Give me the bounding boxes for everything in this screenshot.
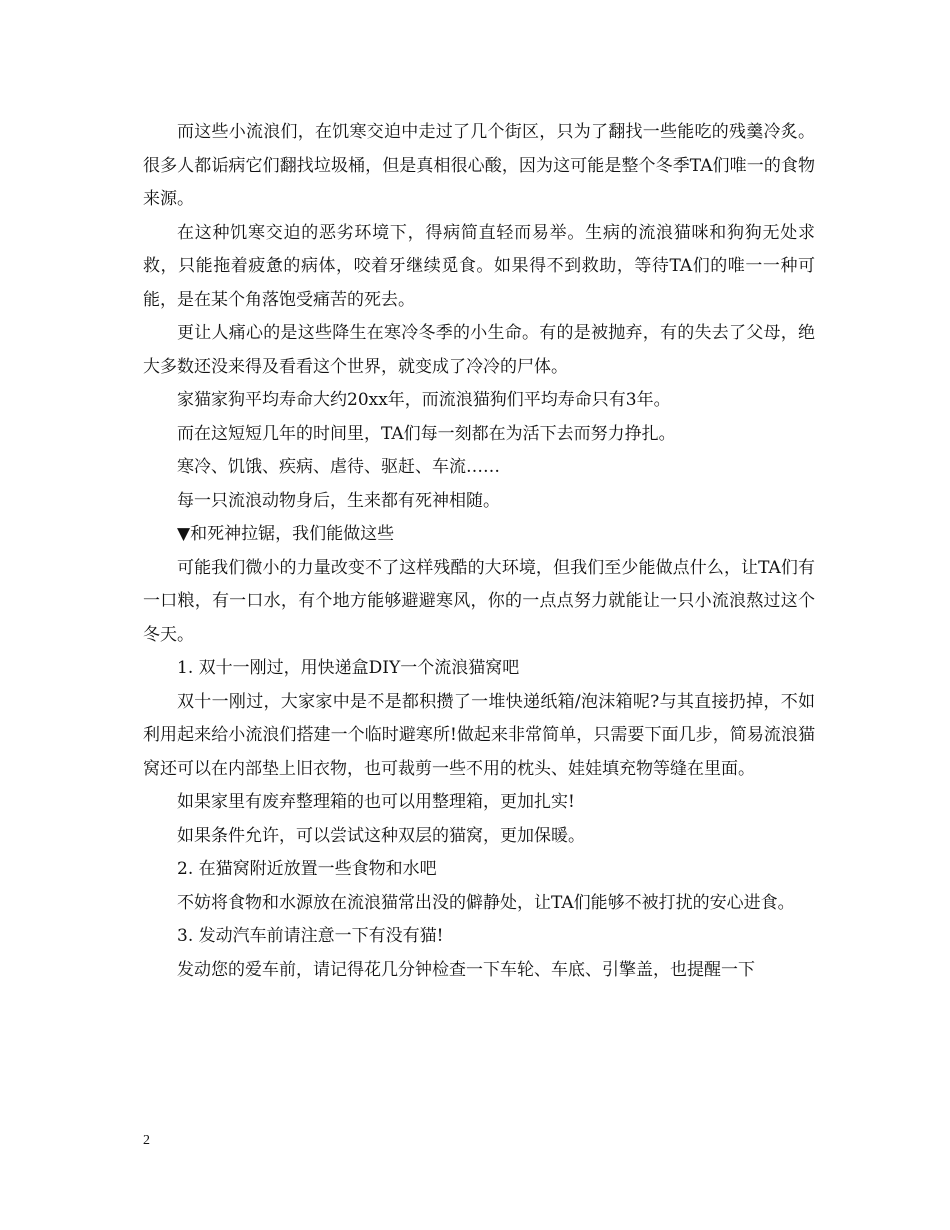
paragraph: 发动您的爱车前，请记得花几分钟检查一下车轮、车底、引擎盖，也提醒一下	[177, 959, 755, 980]
paragraph: 不妨将食物和水源放在流浪猫常出没的僻静处，让TA们能够不被打扰的安心进食。	[177, 892, 795, 913]
page-number: 2	[143, 1133, 150, 1148]
paragraph: 家猫家狗平均寿命大约20xx年，而流浪猫狗们平均寿命只有3年。	[177, 390, 671, 410]
paragraph: 如果家里有废弃整理箱的也可以用整理箱，更加扎实!	[177, 792, 575, 812]
list-item-heading: 3. 发动汽车前请注意一下有没有猫!	[177, 926, 444, 946]
section-heading: ▼和死神拉锯，我们能做这些	[177, 524, 395, 544]
paragraph: 更让人痛心的是这些降生在寒冷冬季的小生命。有的是被抛弃，有的失去了父母，绝大多数还没来得及看看这个世界，就变成了冷冷的尸体。	[143, 323, 815, 377]
paragraph: 而在这短短几年的时间里，TA们每一刻都在为活下去而努力挣扎。	[177, 423, 676, 444]
list-item-heading: 2. 在猫窝附近放置一些食物和水吧	[177, 859, 437, 879]
paragraph: 双十一刚过，大家家中是不是都积攒了一堆快递纸箱/泡沫箱呢?与其直接扔掉，不如利用起来给小流浪们搭建一个临时避寒所!做起来非常简单，只需要下面几步，简易流浪猫窝还可以在内部垫上旧衣物，也可裁剪一些不用的枕头、娃娃填充物等缝在里面。	[143, 691, 815, 779]
paragraph: 如果条件允许，可以尝试这种双层的猫窝，更加保暖。	[177, 825, 585, 846]
paragraph: 在这种饥寒交迫的恶劣环境下，得病简直轻而易举。生病的流浪猫咪和狗狗无处求救，只能拖着疲惫的病体，咬着牙继续觅食。如果得不到救助，等待TA们的唯一一种可能，是在某个角落饱受痛苦的死去。	[143, 222, 815, 310]
list-item-heading: 1. 双十一刚过，用快递盒DIY一个流浪猫窝吧	[177, 658, 520, 678]
paragraph: 可能我们微小的力量改变不了这样残酷的大环境，但我们至少能做点什么，让TA们有一口粮，有一口水，有个地方能够避避寒风，你的一点点努力就能让一只小流浪熬过这个冬天。	[143, 557, 815, 645]
paragraph: 每一只流浪动物身后，生来都有死神相随。	[177, 490, 500, 511]
paragraph: 寒冷、饥饿、疾病、虐待、驱赶、车流……	[177, 457, 500, 477]
paragraph: 而这些小流浪们，在饥寒交迫中走过了几个街区，只为了翻找一些能吃的残羹冷炙。很多人都诟病它们翻找垃圾桶，但是真相很心酸，因为这可能是整个冬季TA们唯一的食物来源。	[143, 122, 815, 209]
document-body	[143, 116, 815, 987]
